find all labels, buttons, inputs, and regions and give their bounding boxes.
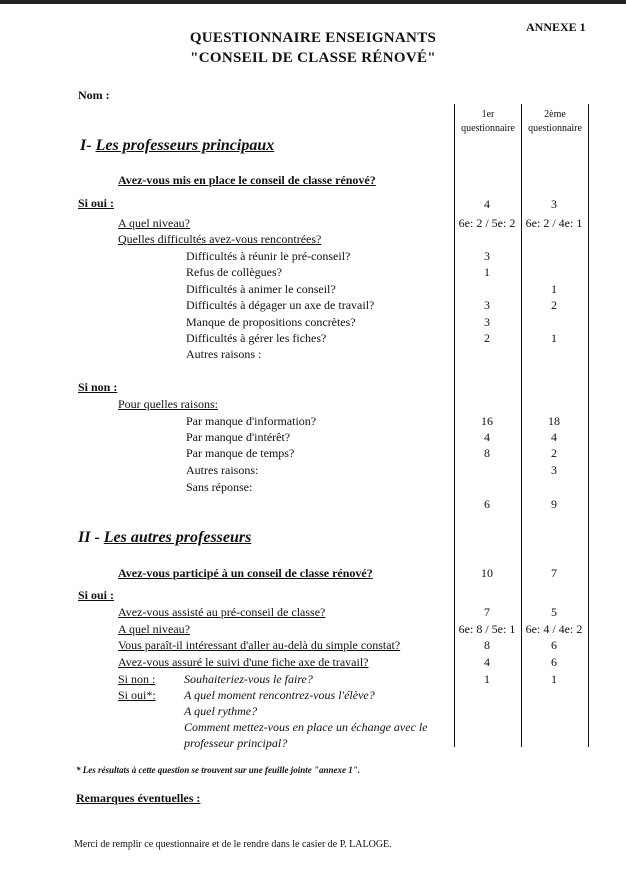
list-item: Sans réponse:: [186, 480, 253, 494]
col2-header: [522, 108, 588, 136]
section1-question-v1: 4: [484, 197, 490, 211]
section2-si-non-label: Si non :: [118, 672, 156, 686]
list-item: Par manque d'intérêt?: [186, 430, 291, 444]
section1-heading: Les professeurs principaux: [95, 137, 275, 154]
list-item: Difficultés à animer le conseil?: [186, 282, 336, 296]
list-item-v2: 1: [551, 282, 557, 296]
section2-number: II -: [78, 529, 100, 546]
list-item: Avez-vous assisté au pré-conseil de classe?: [118, 605, 326, 619]
list-item-v2: 2: [551, 446, 557, 460]
section2-si-non-v2: 1: [551, 672, 557, 686]
remarques-label: Remarques éventuelles :: [76, 791, 201, 805]
section2-question: Avez-vous participé à un conseil de classe rénové?: [118, 566, 373, 580]
list-item-v1: 1: [484, 265, 490, 279]
section2-si-oui2-line4: professeur principal?: [184, 736, 288, 750]
section2-si-oui2-line2: A quel rythme?: [184, 704, 258, 718]
section1-question: Avez-vous mis en place le conseil de classe rénové?: [118, 173, 376, 187]
footnote: * Les résultats à cette question se trouvent sur une feuille jointe "annexe 1".: [76, 765, 361, 775]
list-item-v2: 18: [548, 414, 560, 428]
list-item-v2: 5: [551, 605, 557, 619]
nom-label: Nom :: [78, 88, 110, 102]
section2-title: [78, 529, 251, 547]
section2-si-non-v1: 1: [484, 672, 490, 686]
list-item-v1: 2: [484, 331, 490, 345]
section1-number: I-: [80, 137, 92, 154]
list-item: Manque de propositions concrètes?: [186, 315, 356, 329]
col1-header: [455, 108, 521, 136]
section2-si-oui2-label: Si oui*:: [118, 688, 156, 702]
list-item: Refus de collègues?: [186, 265, 282, 279]
list-item-v2: 4: [551, 430, 557, 444]
section1-niveau-label: A quel niveau?: [118, 216, 190, 230]
list-item: Autres raisons :: [186, 347, 262, 361]
section2-question-v2: 7: [551, 566, 557, 580]
list-item-v1: 8: [484, 446, 490, 460]
list-item: Difficultés à dégager un axe de travail?: [186, 298, 375, 312]
section2-si-oui: Si oui :: [78, 588, 115, 602]
section2-si-non-text: Souhaiteriez-vous le faire?: [184, 672, 313, 686]
section1-question-v2: 3: [551, 197, 557, 211]
list-item-v2: 1: [551, 331, 557, 345]
section1-niveau-v2: 6e: 2 / 4e: 1: [525, 216, 583, 230]
sans-reponse-v2: 9: [551, 497, 557, 511]
title-line-1: QUESTIONNAIRE ENSEIGNANTS: [189, 30, 437, 46]
annexe-label: ANNEXE 1: [526, 20, 586, 34]
col1-header-line2: questionnaire: [461, 123, 515, 134]
section2-heading: Les autres professeurs: [103, 529, 252, 546]
sans-reponse-v1: 6: [484, 497, 490, 511]
list-item: Difficultés à réunir le pré-conseil?: [186, 249, 351, 263]
list-item-v1: 4: [484, 430, 490, 444]
title-line-2: "CONSEIL DE CLASSE RÉNOVÉ": [190, 50, 436, 66]
list-item-v1: 4: [484, 655, 490, 669]
section1-title: [80, 137, 274, 155]
list-item: Par manque d'information?: [186, 414, 317, 428]
list-item-v1: 3: [484, 315, 490, 329]
list-item-v1: 3: [484, 249, 490, 263]
list-item-v1: 16: [481, 414, 493, 428]
list-item-v2: 3: [551, 463, 557, 477]
list-item: A quel niveau?: [118, 622, 190, 636]
section1-si-oui: Si oui :: [78, 196, 115, 210]
list-item: Vous paraît-il intéressant d'aller au-delà du simple constat?: [118, 638, 401, 652]
list-item: Autres raisons:: [186, 463, 259, 477]
list-item: Difficultés à gérer les fiches?: [186, 331, 327, 345]
list-item-v2: 6: [551, 655, 557, 669]
col2-header-line1: 2ème: [544, 109, 566, 120]
list-item-v2: 2: [551, 298, 557, 312]
section1-raisons-label: Pour quelles raisons:: [118, 397, 218, 411]
section2-question-v1: 10: [481, 566, 493, 580]
section2-si-oui2-line3: Comment mettez-vous en place un échange avec le: [184, 720, 428, 734]
footer-text: Merci de remplir ce questionnaire et de le rendre dans le casier de P. LALOGE.: [74, 839, 392, 850]
list-item-v2: 6e: 4 / 4e: 2: [525, 622, 583, 636]
section1-niveau-v1: 6e: 2 / 5e: 2: [458, 216, 516, 230]
list-item-v1: 3: [484, 298, 490, 312]
col1-header-line1: 1er: [481, 109, 495, 120]
section1-difficultes-label: Quelles difficultés avez-vous rencontrées?: [118, 232, 322, 246]
list-item-v1: 6e: 8 / 5e: 1: [458, 622, 516, 636]
list-item: Avez-vous assuré le suivi d'une fiche axe de travail?: [118, 655, 369, 669]
list-item-v1: 7: [484, 605, 490, 619]
list-item-v2: 6: [551, 638, 557, 652]
list-item: Par manque de temps?: [186, 446, 295, 460]
top-border-line: [0, 0, 626, 4]
section2-si-oui2-line1: A quel moment rencontrez-vous l'élève?: [184, 688, 375, 702]
list-item-v1: 8: [484, 638, 490, 652]
section1-si-non: Si non :: [78, 380, 118, 394]
col2-header-line2: questionnaire: [528, 123, 582, 134]
